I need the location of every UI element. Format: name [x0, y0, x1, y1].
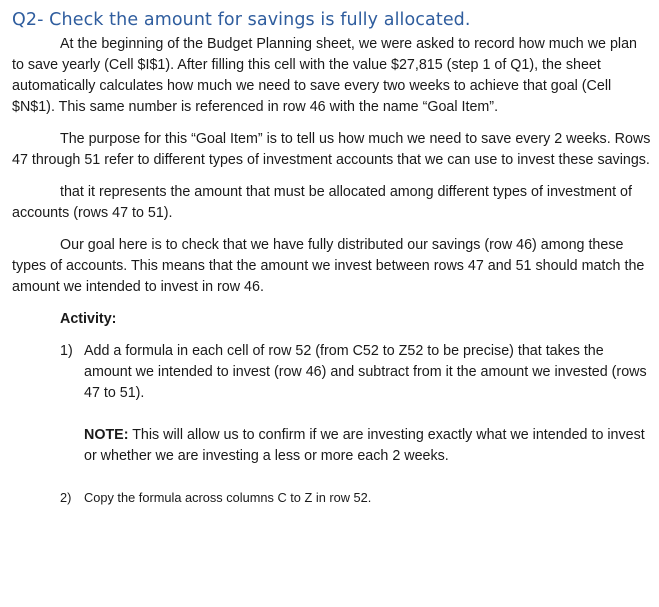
step-number: 1) [60, 343, 73, 359]
step-text: Copy the formula across columns C to Z in row 52. [84, 490, 372, 505]
activity-heading: Activity: [60, 311, 117, 327]
note [84, 425, 652, 467]
paragraph-purpose: The purpose for this “Goal Item” is to tell us how much we need to save every 2 weeks. Rows 47 through 51 refer to different types of investment accounts that we can use to invest these savings. [12, 131, 651, 168]
activity-step [60, 488, 652, 508]
note-label: NOTE: [84, 427, 129, 443]
step-text: Add a formula in each cell of row 52 (from C52 to Z52 to be precise) that takes the amount we intended to invest (row 46) and subtract from it the amount we invested (rows 47 to 51). [84, 343, 647, 401]
paragraph-allocation: that it represents the amount that must be allocated among different types of investment of accounts (rows 47 to 51). [12, 184, 632, 221]
step-number: 2) [60, 490, 72, 505]
document-body [12, 8, 652, 508]
paragraph-goal: Our goal here is to check that we have fully distributed our savings (row 46) among these types of accounts. This means that the amount we invest between rows 47 and 51 should match the amount we intended to invest in row 46. [12, 237, 645, 295]
activity-step [60, 341, 652, 404]
page-title: Q2- Check the amount for savings is fully allocated. [12, 10, 471, 30]
note-text: This will allow us to confirm if we are investing exactly what we intended to invest or whether we are investing a less or more each 2 weeks. [84, 427, 645, 464]
paragraph-intro: At the beginning of the Budget Planning sheet, we were asked to record how much we plan to save yearly (Cell $I$1). After filling this cell with the value $27,815 (step 1 of Q1), the sheet automatically calculates how much we need to save every two weeks to achieve that goal (Cell $N$1). This same number is referenced in row 46 with the name “Goal Item”. [12, 36, 638, 115]
